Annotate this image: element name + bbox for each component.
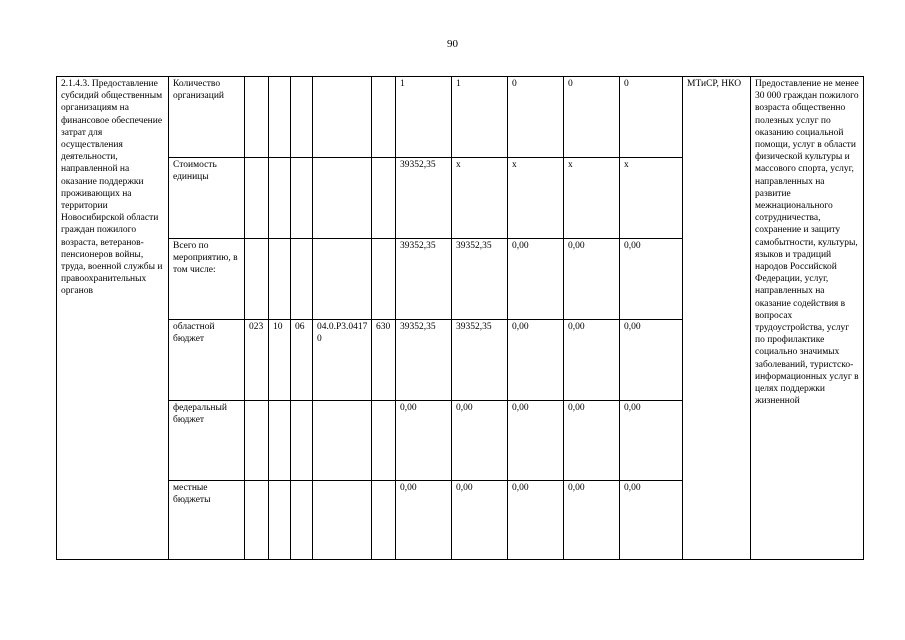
year1-value: 0,00 [396,401,452,481]
csr-cell [313,77,372,158]
grbs-cell [245,77,269,158]
csr-cell [313,239,372,320]
year1-value: 1 [396,77,452,158]
vr-cell [372,77,396,158]
vr-cell [372,158,396,239]
indicator-cell: областной бюджет [169,320,245,401]
year3-value: 0,00 [508,481,564,560]
indicator-cell: Количество организаций [169,77,245,158]
grbs-cell [245,239,269,320]
table-row [57,77,864,158]
year2-value: x [452,158,508,239]
vr-cell [372,401,396,481]
rz-cell [269,158,291,239]
rz-cell [269,401,291,481]
pr-cell [291,401,313,481]
year1-value: 39352,35 [396,239,452,320]
page-number: 90 [447,38,458,50]
grbs-cell [245,158,269,239]
year2-value: 0,00 [452,401,508,481]
year4-value: 0,00 [564,481,620,560]
year5-value: 0 [620,77,683,158]
indicator-cell: Стоимость единицы [169,158,245,239]
grbs-cell [245,401,269,481]
year1-value: 39352,35 [396,158,452,239]
year4-value: 0,00 [564,401,620,481]
grbs-cell [245,481,269,560]
event-name-cell: 2.1.4.3. Предоставление субсидий общественным организациям на финансовое обеспечение затрат для осуществления деятельности, направленной на оказание поддержки проживающих на территории Новосибирской области граждан пожилого возраста, ветеранов-пенсионеров войны, труда, военной службы и правоохранительных органов [57,77,169,560]
year2-value: 39352,35 [452,239,508,320]
expected-result-cell: Предоставление не менее 30 000 граждан пожилого возраста общественно полезных услуг по оказанию социальной помощи, услуг в области физической культуры и массового спорта, услуг, направленных на развитие межнационального сотрудничества, сохранение и защиту самобытности, культуры, языков и традиций народов Российской Федерации, услуг, направленных на оказание содействия в вопросах трудоустройства, услуг по профилактике социально значимых заболеваний, туристско-информационных услуг в целях поддержки жизненной [751,77,864,560]
vr-cell: 630 [372,320,396,401]
grbs-cell: 023 [245,320,269,401]
year5-value: 0,00 [620,320,683,401]
csr-cell [313,481,372,560]
csr-cell [313,158,372,239]
year5-value: 0,00 [620,481,683,560]
pr-cell [291,239,313,320]
pr-cell [291,158,313,239]
rz-cell: 10 [269,320,291,401]
year5-value: 0,00 [620,401,683,481]
executor-cell: МТиСР, НКО [683,77,751,560]
year4-value: 0 [564,77,620,158]
rz-cell [269,481,291,560]
pr-cell [291,481,313,560]
vr-cell [372,481,396,560]
indicator-cell: местные бюджеты [169,481,245,560]
year5-value: 0,00 [620,239,683,320]
year3-value: 0,00 [508,320,564,401]
csr-cell: 04.0.Р3.04170 [313,320,372,401]
year3-value: 0,00 [508,239,564,320]
rz-cell [269,239,291,320]
indicator-cell: Всего по мероприятию, в том числе: [169,239,245,320]
year3-value: x [508,158,564,239]
year3-value: 0 [508,77,564,158]
year2-value: 1 [452,77,508,158]
year4-value: 0,00 [564,320,620,401]
year5-value: x [620,158,683,239]
indicator-cell: федеральный бюджет [169,401,245,481]
year4-value: x [564,158,620,239]
csr-cell [313,401,372,481]
year1-value: 0,00 [396,481,452,560]
pr-cell [291,77,313,158]
program-table [56,76,864,560]
year2-value: 0,00 [452,481,508,560]
year4-value: 0,00 [564,239,620,320]
year3-value: 0,00 [508,401,564,481]
year1-value: 39352,35 [396,320,452,401]
pr-cell: 06 [291,320,313,401]
year2-value: 39352,35 [452,320,508,401]
rz-cell [269,77,291,158]
vr-cell [372,239,396,320]
